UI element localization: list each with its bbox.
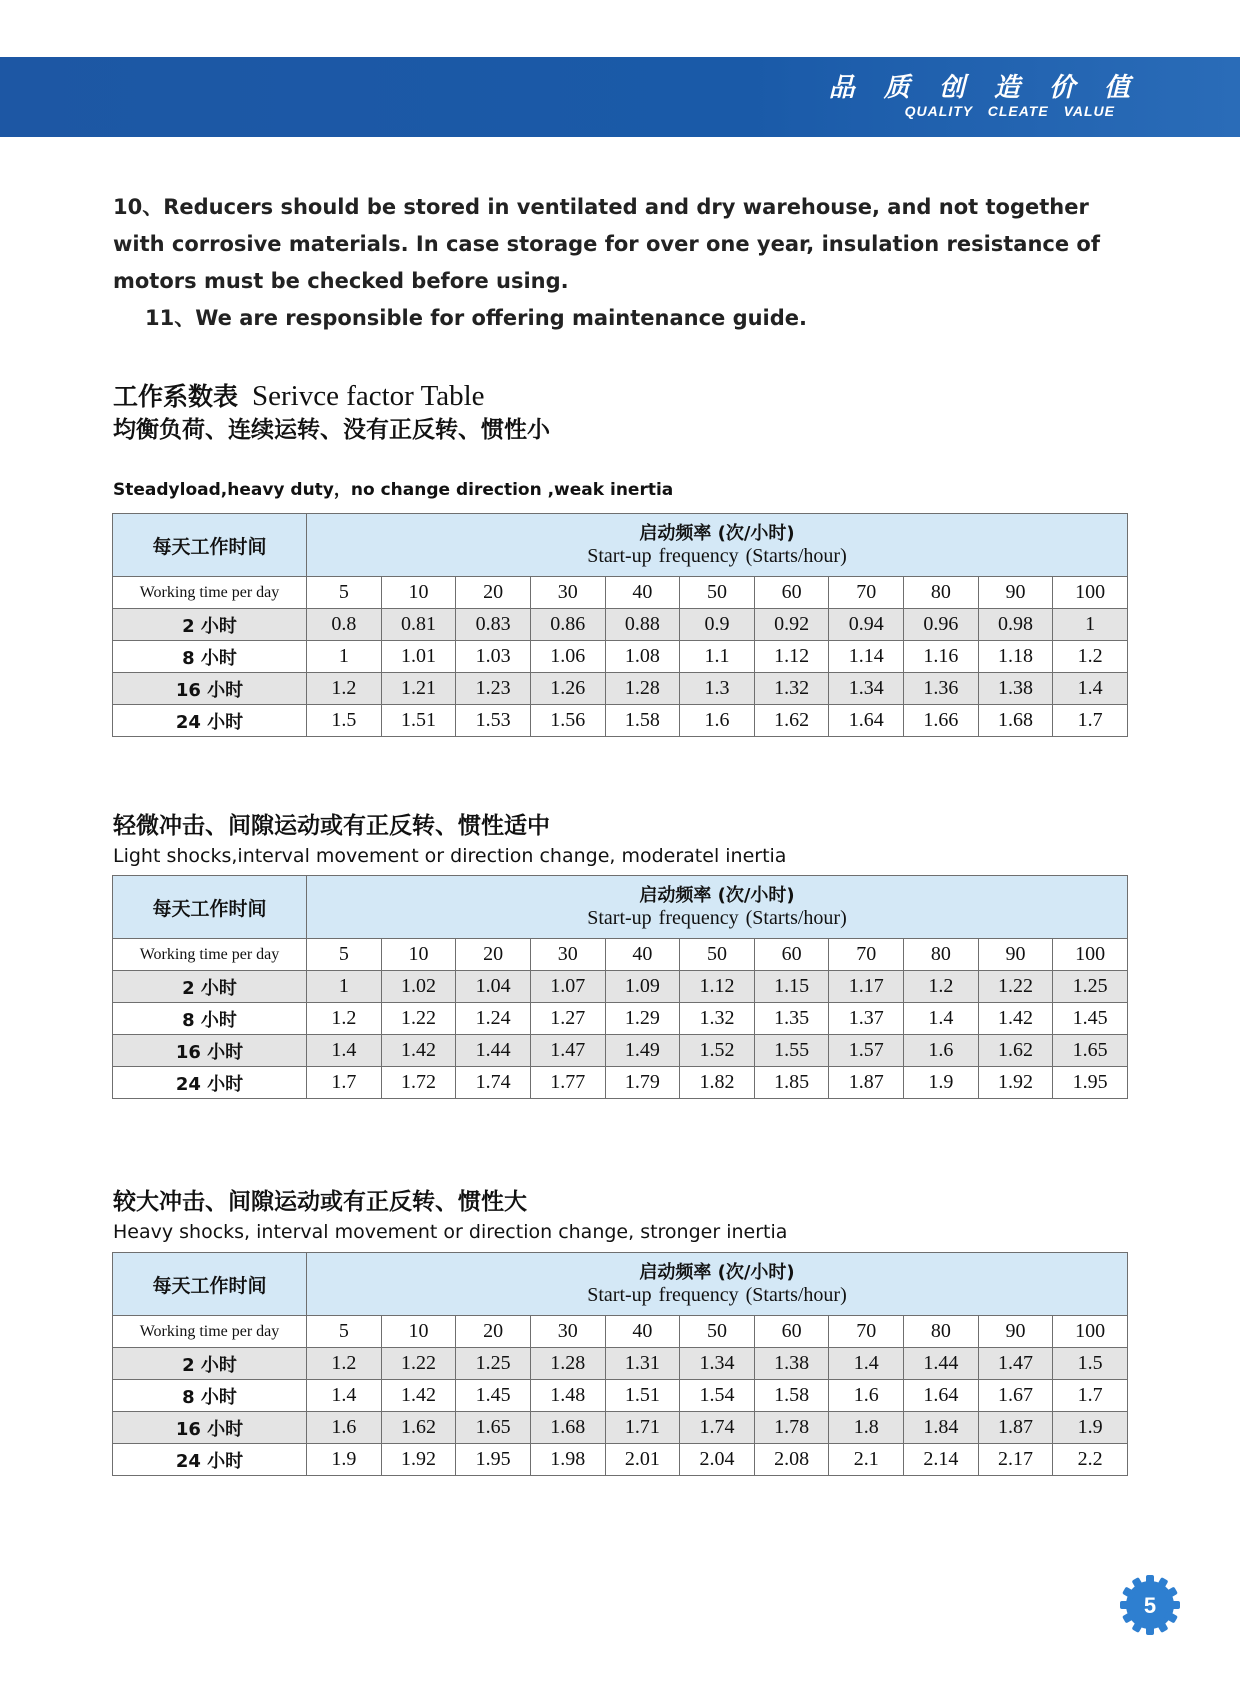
- factor-cell: 1.2: [307, 1348, 382, 1380]
- table-row: [113, 1412, 1128, 1444]
- factor-cell: 1.18: [978, 641, 1053, 673]
- factor-cell: 1: [307, 971, 382, 1003]
- working-time-per-day-label: Working time per day: [113, 1316, 307, 1348]
- factor-cell: 0.9: [680, 609, 755, 641]
- table-row: [113, 1067, 1128, 1099]
- frequency-column-header: 5: [307, 577, 382, 609]
- factor-cell: 1.22: [978, 971, 1053, 1003]
- section-1-heading: [113, 379, 1128, 504]
- factor-cell: 1.78: [754, 1412, 829, 1444]
- notes: [113, 189, 1143, 337]
- factor-cell: 1.31: [605, 1348, 680, 1380]
- factor-cell: 1.92: [381, 1444, 456, 1476]
- factor-cell: 1.65: [1053, 1035, 1128, 1067]
- factor-cell: 1.8: [829, 1412, 904, 1444]
- factor-cell: 1.44: [904, 1348, 979, 1380]
- working-time-per-day-label: Working time per day: [113, 939, 307, 971]
- row-hours-label: 8 小时: [113, 1003, 307, 1035]
- factor-cell: 1.09: [605, 971, 680, 1003]
- factor-cell: 2.17: [978, 1444, 1053, 1476]
- factor-cell: 2.2: [1053, 1444, 1128, 1476]
- factor-cell: 1.6: [829, 1380, 904, 1412]
- factor-cell: 1.58: [754, 1380, 829, 1412]
- factor-cell: 1.2: [1053, 641, 1128, 673]
- daily-working-time-header: 每天工作时间: [113, 876, 307, 939]
- row-hours-label: 24 小时: [113, 1067, 307, 1099]
- table-row: [113, 1348, 1128, 1380]
- factor-cell: 1.44: [456, 1035, 531, 1067]
- factor-cell: 0.86: [530, 609, 605, 641]
- factor-cell: 1.7: [1053, 705, 1128, 737]
- factor-cell: 1: [1053, 609, 1128, 641]
- factor-cell: 0.96: [904, 609, 979, 641]
- startup-frequency-cn: 启动频率 (次/小时): [639, 885, 795, 906]
- factor-cell: 1.87: [829, 1067, 904, 1099]
- frequency-column-header: 70: [829, 577, 904, 609]
- table-2-title-cn: 轻微冲击、间隙运动或有正反转、惯性适中: [113, 813, 550, 839]
- frequency-column-header: 60: [754, 577, 829, 609]
- frequency-column-header: 30: [530, 939, 605, 971]
- table-header-row: [113, 876, 1128, 939]
- factor-cell: 1.3: [680, 673, 755, 705]
- startup-frequency-header: [307, 1253, 1128, 1316]
- service-factor-table-1: [112, 513, 1128, 737]
- frequency-column-header: 50: [680, 577, 755, 609]
- frequency-column-header: 20: [456, 1316, 531, 1348]
- frequency-columns-row: [113, 577, 1128, 609]
- frequency-column-header: 40: [605, 1316, 680, 1348]
- factor-cell: 1.03: [456, 641, 531, 673]
- factor-cell: 1.4: [307, 1380, 382, 1412]
- factor-cell: 1.7: [1053, 1380, 1128, 1412]
- section-3-heading: [113, 1186, 1128, 1246]
- factor-cell: 0.8: [307, 609, 382, 641]
- frequency-column-header: 70: [829, 939, 904, 971]
- factor-cell: 1.32: [754, 673, 829, 705]
- factor-cell: 1.84: [904, 1412, 979, 1444]
- factor-cell: 1.28: [530, 1348, 605, 1380]
- note-item-11: 11、We are responsible for offering maintenance guide.: [145, 306, 808, 330]
- factor-cell: 1.55: [754, 1035, 829, 1067]
- slogan-en: QUALITY CLEATE VALUE: [904, 103, 1115, 119]
- factor-cell: 2.08: [754, 1444, 829, 1476]
- service-factor-table-2: [112, 875, 1128, 1099]
- factor-cell: 1.01: [381, 641, 456, 673]
- factor-cell: 1.5: [307, 705, 382, 737]
- factor-cell: 1.79: [605, 1067, 680, 1099]
- factor-cell: 1.5: [1053, 1348, 1128, 1380]
- factor-cell: 1.38: [978, 673, 1053, 705]
- page-title-cn: 工作系数表: [113, 382, 239, 411]
- frequency-column-header: 90: [978, 939, 1053, 971]
- factor-cell: 1.95: [1053, 1067, 1128, 1099]
- factor-cell: 1.87: [978, 1412, 1053, 1444]
- factor-cell: 1.42: [978, 1003, 1053, 1035]
- factor-cell: 1.6: [680, 705, 755, 737]
- factor-cell: 1.62: [754, 705, 829, 737]
- factor-cell: 1.6: [307, 1412, 382, 1444]
- note-item-10: 10、Reducers should be stored in ventilated and dry warehouse, and not together with corrosive materials. In case storage for over one year, insulation resistance of motors must be checked before using.: [113, 195, 1100, 293]
- frequency-column-header: 80: [904, 939, 979, 971]
- startup-frequency-en: Start-up frequency (Starts/hour): [587, 1284, 847, 1306]
- factor-cell: 1.52: [680, 1035, 755, 1067]
- startup-frequency-cn: 启动频率 (次/小时): [639, 1262, 795, 1283]
- frequency-column-header: 50: [680, 939, 755, 971]
- startup-frequency-en: Start-up frequency (Starts/hour): [587, 545, 847, 567]
- frequency-column-header: 100: [1053, 577, 1128, 609]
- row-hours-label: 24 小时: [113, 705, 307, 737]
- factor-cell: 1.34: [829, 673, 904, 705]
- page-number: 5: [1143, 1593, 1157, 1618]
- frequency-column-header: 80: [904, 577, 979, 609]
- factor-cell: 1.58: [605, 705, 680, 737]
- factor-cell: 1.02: [381, 971, 456, 1003]
- row-hours-label: 16 小时: [113, 1035, 307, 1067]
- frequency-column-header: 40: [605, 577, 680, 609]
- factor-cell: 1.16: [904, 641, 979, 673]
- factor-cell: 1.54: [680, 1380, 755, 1412]
- factor-cell: 1.4: [829, 1348, 904, 1380]
- factor-cell: 1.12: [754, 641, 829, 673]
- frequency-column-header: 5: [307, 1316, 382, 1348]
- factor-cell: 1: [307, 641, 382, 673]
- factor-cell: 1.22: [381, 1003, 456, 1035]
- frequency-columns-row: [113, 1316, 1128, 1348]
- working-time-per-day-label: Working time per day: [113, 577, 307, 609]
- factor-cell: 1.71: [605, 1412, 680, 1444]
- frequency-column-header: 50: [680, 1316, 755, 1348]
- factor-cell: 1.95: [456, 1444, 531, 1476]
- factor-cell: 0.94: [829, 609, 904, 641]
- factor-cell: 1.68: [530, 1412, 605, 1444]
- frequency-column-header: 30: [530, 577, 605, 609]
- factor-cell: 1.9: [1053, 1412, 1128, 1444]
- factor-cell: 1.65: [456, 1412, 531, 1444]
- frequency-column-header: 70: [829, 1316, 904, 1348]
- factor-cell: 1.25: [1053, 971, 1128, 1003]
- factor-cell: 2.01: [605, 1444, 680, 1476]
- factor-cell: 1.74: [680, 1412, 755, 1444]
- table-1-title-cn: 均衡负荷、连续运转、没有正反转、惯性小: [113, 417, 550, 443]
- section-2-heading: [113, 810, 1128, 870]
- factor-cell: 1.57: [829, 1035, 904, 1067]
- table-header-row: [113, 1253, 1128, 1316]
- factor-cell: 1.35: [754, 1003, 829, 1035]
- factor-cell: 1.67: [978, 1380, 1053, 1412]
- factor-cell: 1.64: [829, 705, 904, 737]
- factor-cell: 1.74: [456, 1067, 531, 1099]
- factor-cell: 1.26: [530, 673, 605, 705]
- factor-cell: 1.49: [605, 1035, 680, 1067]
- row-hours-label: 24 小时: [113, 1444, 307, 1476]
- factor-cell: 1.29: [605, 1003, 680, 1035]
- service-factor-table-3: [112, 1252, 1128, 1476]
- table-header-row: [113, 514, 1128, 577]
- factor-cell: 1.82: [680, 1067, 755, 1099]
- startup-frequency-header: [307, 514, 1128, 577]
- factor-cell: 1.53: [456, 705, 531, 737]
- header-band: [0, 57, 1240, 137]
- frequency-column-header: 80: [904, 1316, 979, 1348]
- frequency-columns-row: [113, 939, 1128, 971]
- row-hours-label: 2 小时: [113, 609, 307, 641]
- startup-frequency-en: Start-up frequency (Starts/hour): [587, 907, 847, 929]
- frequency-column-header: 10: [381, 1316, 456, 1348]
- table-row: [113, 609, 1128, 641]
- table-3-title-cn: 较大冲击、间隙运动或有正反转、惯性大: [113, 1189, 527, 1215]
- factor-cell: 0.92: [754, 609, 829, 641]
- frequency-column-header: 10: [381, 577, 456, 609]
- factor-cell: 1.37: [829, 1003, 904, 1035]
- table-3-title-en: Heavy shocks, interval movement or direction change, stronger inertia: [113, 1221, 788, 1243]
- factor-cell: 1.56: [530, 705, 605, 737]
- factor-cell: 1.45: [1053, 1003, 1128, 1035]
- page-number-gear-icon: [1119, 1574, 1181, 1636]
- factor-cell: 1.64: [904, 1380, 979, 1412]
- row-hours-label: 16 小时: [113, 673, 307, 705]
- row-hours-label: 16 小时: [113, 1412, 307, 1444]
- factor-cell: 1.7: [307, 1067, 382, 1099]
- factor-cell: 1.2: [307, 1003, 382, 1035]
- factor-cell: 1.28: [605, 673, 680, 705]
- factor-cell: 1.06: [530, 641, 605, 673]
- table-2-title-en: Light shocks,interval movement or direction change, moderatel inertia: [113, 845, 787, 867]
- factor-cell: 1.27: [530, 1003, 605, 1035]
- factor-cell: 1.47: [530, 1035, 605, 1067]
- factor-cell: 1.98: [530, 1444, 605, 1476]
- factor-cell: 1.6: [904, 1035, 979, 1067]
- factor-cell: 1.04: [456, 971, 531, 1003]
- factor-cell: 1.47: [978, 1348, 1053, 1380]
- factor-cell: 1.42: [381, 1035, 456, 1067]
- factor-cell: 1.07: [530, 971, 605, 1003]
- factor-cell: 0.83: [456, 609, 531, 641]
- frequency-column-header: 100: [1053, 1316, 1128, 1348]
- frequency-column-header: 20: [456, 939, 531, 971]
- factor-cell: 1.77: [530, 1067, 605, 1099]
- factor-cell: 0.81: [381, 609, 456, 641]
- frequency-column-header: 30: [530, 1316, 605, 1348]
- frequency-column-header: 5: [307, 939, 382, 971]
- factor-cell: 1.15: [754, 971, 829, 1003]
- factor-cell: 1.51: [381, 705, 456, 737]
- factor-cell: 1.21: [381, 673, 456, 705]
- frequency-column-header: 90: [978, 1316, 1053, 1348]
- factor-cell: 1.48: [530, 1380, 605, 1412]
- factor-cell: 1.38: [754, 1348, 829, 1380]
- factor-cell: 1.14: [829, 641, 904, 673]
- frequency-column-header: 60: [754, 1316, 829, 1348]
- factor-cell: 1.2: [904, 971, 979, 1003]
- frequency-column-header: 60: [754, 939, 829, 971]
- factor-cell: 0.88: [605, 609, 680, 641]
- factor-cell: 1.9: [904, 1067, 979, 1099]
- startup-frequency-cn: 启动频率 (次/小时): [639, 523, 795, 544]
- startup-frequency-header: [307, 876, 1128, 939]
- table-row: [113, 1003, 1128, 1035]
- factor-cell: 1.34: [680, 1348, 755, 1380]
- row-hours-label: 8 小时: [113, 1380, 307, 1412]
- daily-working-time-header: 每天工作时间: [113, 1253, 307, 1316]
- factor-cell: 1.62: [978, 1035, 1053, 1067]
- table-1-title-en: Steadyload,heavy duty，no change direction ,weak inertia: [113, 480, 674, 500]
- factor-cell: 1.17: [829, 971, 904, 1003]
- factor-cell: 1.12: [680, 971, 755, 1003]
- page-title-en: Serivce factor Table: [252, 380, 485, 412]
- row-hours-label: 2 小时: [113, 971, 307, 1003]
- factor-cell: 1.51: [605, 1380, 680, 1412]
- frequency-column-header: 40: [605, 939, 680, 971]
- factor-cell: 1.68: [978, 705, 1053, 737]
- factor-cell: 2.14: [904, 1444, 979, 1476]
- factor-cell: 1.66: [904, 705, 979, 737]
- factor-cell: 1.85: [754, 1067, 829, 1099]
- page-title: [113, 379, 1128, 414]
- factor-cell: 1.72: [381, 1067, 456, 1099]
- slogan-cn: 品 质 创 造 价 值: [828, 73, 1140, 103]
- table-row: [113, 705, 1128, 737]
- daily-working-time-header: 每天工作时间: [113, 514, 307, 577]
- factor-cell: 1.62: [381, 1412, 456, 1444]
- table-row: [113, 1380, 1128, 1412]
- frequency-column-header: 20: [456, 577, 531, 609]
- table-row: [113, 641, 1128, 673]
- table-row: [113, 1444, 1128, 1476]
- factor-cell: 2.04: [680, 1444, 755, 1476]
- factor-cell: 1.9: [307, 1444, 382, 1476]
- table-row: [113, 1035, 1128, 1067]
- factor-cell: 1.22: [381, 1348, 456, 1380]
- factor-cell: 1.42: [381, 1380, 456, 1412]
- table-row: [113, 673, 1128, 705]
- factor-cell: 1.4: [307, 1035, 382, 1067]
- factor-cell: 1.08: [605, 641, 680, 673]
- table-row: [113, 971, 1128, 1003]
- row-hours-label: 8 小时: [113, 641, 307, 673]
- factor-cell: 1.23: [456, 673, 531, 705]
- factor-cell: 1.92: [978, 1067, 1053, 1099]
- factor-cell: 1.36: [904, 673, 979, 705]
- factor-cell: 1.1: [680, 641, 755, 673]
- row-hours-label: 2 小时: [113, 1348, 307, 1380]
- factor-cell: 1.32: [680, 1003, 755, 1035]
- frequency-column-header: 90: [978, 577, 1053, 609]
- factor-cell: 1.4: [1053, 673, 1128, 705]
- frequency-column-header: 100: [1053, 939, 1128, 971]
- factor-cell: 1.45: [456, 1380, 531, 1412]
- factor-cell: 1.4: [904, 1003, 979, 1035]
- factor-cell: 0.98: [978, 609, 1053, 641]
- frequency-column-header: 10: [381, 939, 456, 971]
- factor-cell: 1.24: [456, 1003, 531, 1035]
- factor-cell: 1.2: [307, 673, 382, 705]
- factor-cell: 1.25: [456, 1348, 531, 1380]
- factor-cell: 2.1: [829, 1444, 904, 1476]
